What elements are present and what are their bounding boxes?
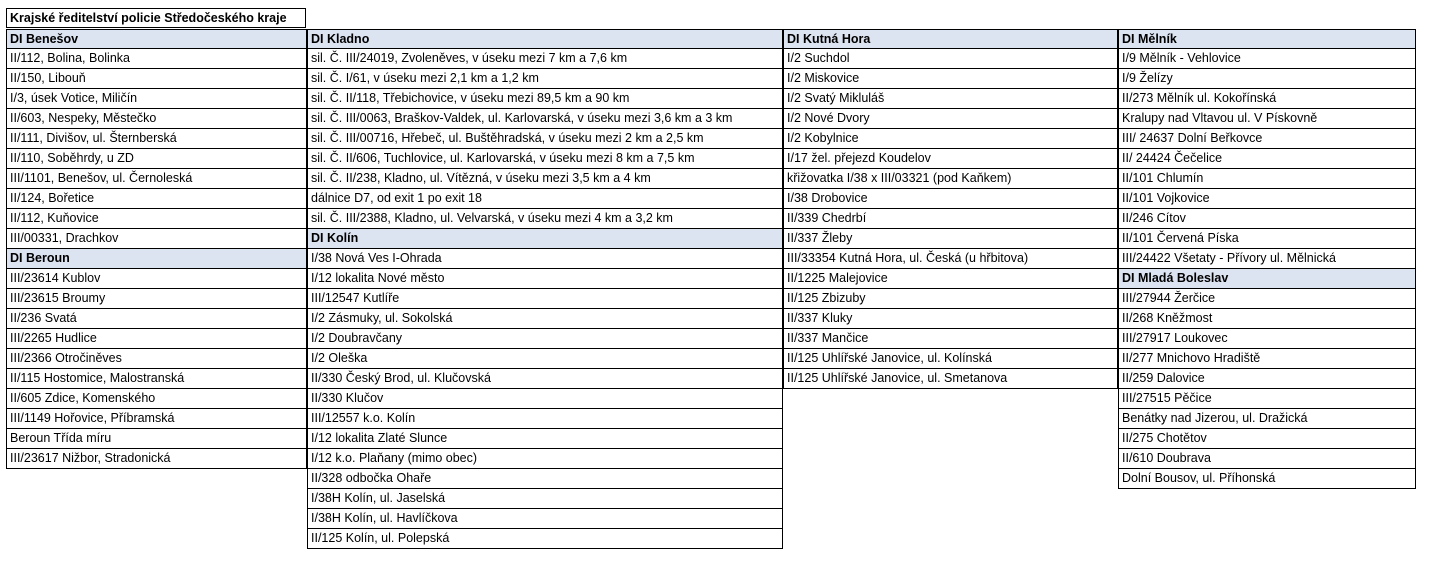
table-cell: II/605 Zdice, Komenského [6, 389, 307, 409]
table-cell: I/9 Želízy [1118, 69, 1416, 89]
table-cell: II/337 Mančice [783, 329, 1118, 349]
table-cell: III/1149 Hořovice, Příbramská [6, 409, 307, 429]
table-cell: sil. Č. III/2388, Kladno, ul. Velvarská, v úseku mezi 4 km a 3,2 km [307, 209, 783, 229]
table-cell: II/328 odbočka Ohaře [307, 469, 783, 489]
table-cell: II/110, Soběhrdy, u ZD [6, 149, 307, 169]
table-cell: II/236 Svatá [6, 309, 307, 329]
table-cell: II/125 Zbizuby [783, 289, 1118, 309]
table-cell: I/2 Kobylnice [783, 129, 1118, 149]
column-benesov-beroun [6, 29, 307, 469]
table-cell: sil. Č. II/606, Tuchlovice, ul. Karlovarská, v úseku mezi 8 km a 7,5 km [307, 149, 783, 169]
table-cell: III/00331, Drachkov [6, 229, 307, 249]
table-cell: I/17 žel. přejezd Koudelov [783, 149, 1118, 169]
table-cell: křižovatka I/38 x III/03321 (pod Kaňkem) [783, 169, 1118, 189]
table-cell: II/330 Český Brod, ul. Klučovská [307, 369, 783, 389]
table-cell: I/3, úsek Votice, Miličín [6, 89, 307, 109]
table-cell: III/23615 Broumy [6, 289, 307, 309]
table-cell: II/337 Kluky [783, 309, 1118, 329]
table-cell: Benátky nad Jizerou, ul. Dražická [1118, 409, 1416, 429]
table-cell: I/12 lokalita Zlaté Slunce [307, 429, 783, 449]
table-cell: II/150, Libouň [6, 69, 307, 89]
section-header: DI Kutná Hora [783, 29, 1118, 49]
table-cell: III/23614 Kublov [6, 269, 307, 289]
section-header: DI Kladno [307, 29, 783, 49]
table-cell: III/12557 k.o. Kolín [307, 409, 783, 429]
table-cell: II/339 Chedrbí [783, 209, 1118, 229]
table-cell: II/125 Uhlířské Janovice, ul. Kolínská [783, 349, 1118, 369]
table-cell: II/337 Žleby [783, 229, 1118, 249]
table-cell: II/101 Vojkovice [1118, 189, 1416, 209]
table-cell: III/24422 Všetaty - Přívory ul. Mělnická [1118, 249, 1416, 269]
table-cell: Dolní Bousov, ul. Příhonská [1118, 469, 1416, 489]
table-cell: dálnice D7, od exit 1 po exit 18 [307, 189, 783, 209]
table-cell: II/603, Nespeky, Městečko [6, 109, 307, 129]
table-cell: II/125 Kolín, ul. Polepská [307, 529, 783, 549]
table-cell: I/38H Kolín, ul. Jaselská [307, 489, 783, 509]
table-cell: III/2366 Otročiněves [6, 349, 307, 369]
table-cell: sil. Č. III/24019, Zvoleněves, v úseku mezi 7 km a 7,6 km [307, 49, 783, 69]
table-cell: II/268 Kněžmost [1118, 309, 1416, 329]
table-cell: I/2 Miskovice [783, 69, 1118, 89]
table-cell: I/38 Nová Ves I-Ohrada [307, 249, 783, 269]
table-cell: II/112, Kuňovice [6, 209, 307, 229]
table-cell: II/610 Doubrava [1118, 449, 1416, 469]
table-cell: sil. Č. III/00716, Hřebeč, ul. Buštěhradská, v úseku mezi 2 km a 2,5 km [307, 129, 783, 149]
table-cell: II/101 Červená Píska [1118, 229, 1416, 249]
table-cell: I/38 Drobovice [783, 189, 1118, 209]
table-cell: I/2 Doubravčany [307, 329, 783, 349]
table-cell: I/9 Mělník - Vehlovice [1118, 49, 1416, 69]
table-cell: I/2 Svatý Mikluláš [783, 89, 1118, 109]
column-kutna-hora [783, 29, 1118, 389]
table-cell: II/273 Mělník ul. Kokořínská [1118, 89, 1416, 109]
table-cell: sil. Č. II/238, Kladno, ul. Vítězná, v úseku mezi 3,5 km a 4 km [307, 169, 783, 189]
section-header: DI Beroun [6, 249, 307, 269]
table-cell: III/1101, Benešov, ul. Černoleská [6, 169, 307, 189]
table-cell: Beroun Třída míru [6, 429, 307, 449]
table-cell: sil. Č. III/0063, Braškov-Valdek, ul. Karlovarská, v úseku mezi 3,6 km a 3 km [307, 109, 783, 129]
table-cell: III/27944 Žerčice [1118, 289, 1416, 309]
section-header: DI Mladá Boleslav [1118, 269, 1416, 289]
table-cell: II/101 Chlumín [1118, 169, 1416, 189]
table-cell: I/2 Nové Dvory [783, 109, 1118, 129]
table-cell: II/124, Bořetice [6, 189, 307, 209]
table-cell: I/2 Oleška [307, 349, 783, 369]
table-cell: Kralupy nad Vltavou ul. V Pískovně [1118, 109, 1416, 129]
table-cell: III/2265 Hudlice [6, 329, 307, 349]
table-cell: II/1225 Malejovice [783, 269, 1118, 289]
table-cell: III/23617 Nižbor, Stradonická [6, 449, 307, 469]
table-cell: III/27515 Pěčice [1118, 389, 1416, 409]
table-cell: II/277 Mnichovo Hradiště [1118, 349, 1416, 369]
section-header: DI Benešov [6, 29, 307, 49]
table-cell: sil. Č. I/61, v úseku mezi 2,1 km a 1,2 km [307, 69, 783, 89]
table-cell: III/33354 Kutná Hora, ul. Česká (u hřbitova) [783, 249, 1118, 269]
table-cell: II/112, Bolina, Bolinka [6, 49, 307, 69]
table-cell: III/ 24637 Dolní Beřkovce [1118, 129, 1416, 149]
table-cell: III/12547 Kutlíře [307, 289, 783, 309]
table-cell: II/275 Chotětov [1118, 429, 1416, 449]
table-cell: II/115 Hostomice, Malostranská [6, 369, 307, 389]
table-cell: I/12 k.o. Plaňany (mimo obec) [307, 449, 783, 469]
table-cell: III/27917 Loukovec [1118, 329, 1416, 349]
table-cell: II/125 Uhlířské Janovice, ul. Smetanova [783, 369, 1118, 389]
table-cell: I/2 Zásmuky, ul. Sokolská [307, 309, 783, 329]
page-title: Krajské ředitelství policie Středočeského kraje [6, 8, 306, 28]
section-header: DI Kolín [307, 229, 783, 249]
table-cell: I/38H Kolín, ul. Havlíčkova [307, 509, 783, 529]
section-header: DI Mělník [1118, 29, 1416, 49]
table-cell: II/330 Klučov [307, 389, 783, 409]
table-cell: I/12 lokalita Nové město [307, 269, 783, 289]
table-cell: II/ 24424 Čečelice [1118, 149, 1416, 169]
table-cell: I/2 Suchdol [783, 49, 1118, 69]
column-melnik-mlada-boleslav [1118, 29, 1416, 489]
table-cell: II/111, Divišov, ul. Šternberská [6, 129, 307, 149]
column-kladno-kolin [307, 29, 783, 549]
table-cell: II/246 Cítov [1118, 209, 1416, 229]
table-cell: sil. Č. II/118, Třebichovice, v úseku mezi 89,5 km a 90 km [307, 89, 783, 109]
table-cell: II/259 Dalovice [1118, 369, 1416, 389]
